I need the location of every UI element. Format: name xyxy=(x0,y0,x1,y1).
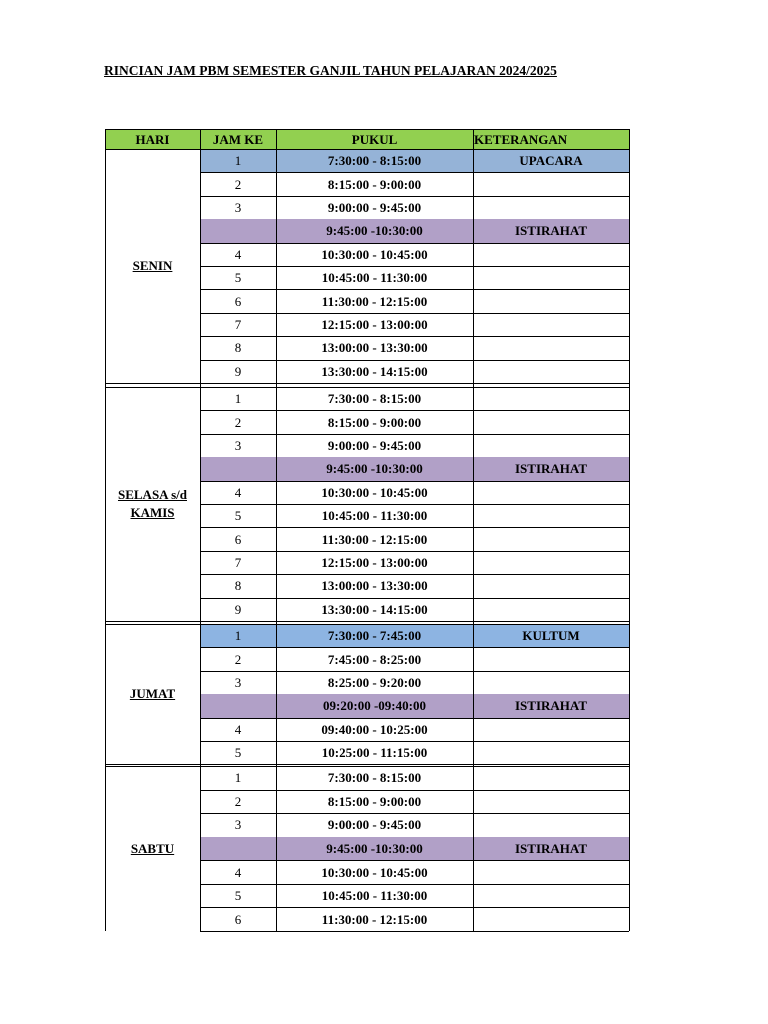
jam-ke-cell: 9 xyxy=(234,363,242,379)
pukul-cell: 11:30:00 - 12:15:00 xyxy=(321,911,428,927)
col-border xyxy=(629,766,630,931)
keterangan-cell xyxy=(473,790,629,814)
keterangan-cell xyxy=(473,647,629,670)
col-border xyxy=(105,766,106,931)
pukul-cell: 7:30:00 - 8:15:00 xyxy=(327,153,422,169)
keterangan-cell: KULTUM xyxy=(522,628,580,644)
jam-ke-cell: 1 xyxy=(234,391,242,407)
row-border xyxy=(200,931,629,932)
header-col-border xyxy=(629,129,630,149)
pukul-cell: 9:00:00 - 9:45:00 xyxy=(327,199,422,215)
pukul-cell: 8:15:00 - 9:00:00 xyxy=(327,176,422,192)
pukul-cell: 10:45:00 - 11:30:00 xyxy=(321,888,428,904)
jam-ke-cell: 4 xyxy=(234,721,242,737)
jam-ke-cell: 6 xyxy=(234,531,242,547)
keterangan-cell xyxy=(473,718,629,741)
jam-ke-cell xyxy=(200,457,276,480)
jam-ke-cell: 1 xyxy=(234,628,242,644)
keterangan-cell xyxy=(473,360,629,383)
header-top-border xyxy=(105,129,629,130)
jam-ke-cell: 3 xyxy=(234,674,242,690)
pukul-cell: 10:30:00 - 10:45:00 xyxy=(321,864,428,880)
day-name-cell xyxy=(105,766,200,931)
day-name-line: KAMIS xyxy=(130,505,175,520)
document-title: RINCIAN JAM PBM SEMESTER GANJIL TAHUN PELAJARAN 2024/2025 xyxy=(104,63,557,78)
jam-ke-cell: 3 xyxy=(234,199,242,215)
jam-ke-cell: 5 xyxy=(234,745,242,761)
keterangan-cell xyxy=(473,289,629,312)
col-border xyxy=(276,149,277,383)
jam-ke-cell: 1 xyxy=(234,153,242,169)
jam-ke-cell: 8 xyxy=(234,340,242,356)
col-border xyxy=(473,149,474,383)
header-keterangan: KETERANGAN xyxy=(474,131,568,147)
pukul-cell: 10:30:00 - 10:45:00 xyxy=(321,246,428,262)
jam-ke-cell: 8 xyxy=(234,578,242,594)
keterangan-cell xyxy=(473,336,629,359)
jam-ke-cell: 6 xyxy=(234,293,242,309)
keterangan-cell xyxy=(473,172,629,195)
col-border xyxy=(200,624,201,764)
pukul-cell: 09:20:00 -09:40:00 xyxy=(323,698,426,714)
keterangan-cell xyxy=(473,884,629,908)
keterangan-cell xyxy=(473,860,629,884)
header-col-border xyxy=(276,129,277,149)
col-border xyxy=(473,387,474,621)
section-top-border xyxy=(200,766,629,767)
jam-ke-cell: 3 xyxy=(234,437,242,453)
pukul-cell: 9:45:00 -10:30:00 xyxy=(326,223,423,239)
keterangan-cell xyxy=(473,813,629,837)
keterangan-cell xyxy=(473,741,629,764)
pukul-cell: 7:30:00 - 7:45:00 xyxy=(327,628,422,644)
pukul-cell: 12:15:00 - 13:00:00 xyxy=(321,554,428,570)
pukul-cell: 7:45:00 - 8:25:00 xyxy=(327,651,422,667)
keterangan-cell xyxy=(473,196,629,219)
jam-ke-cell: 6 xyxy=(234,911,242,927)
col-border xyxy=(200,149,201,383)
keterangan-cell xyxy=(473,266,629,289)
col-border xyxy=(473,624,474,764)
keterangan-cell xyxy=(473,574,629,597)
keterangan-cell xyxy=(473,551,629,574)
pukul-cell: 9:00:00 - 9:45:00 xyxy=(327,817,422,833)
pukul-cell: 8:15:00 - 9:00:00 xyxy=(327,793,422,809)
day-name-line: SABTU xyxy=(130,840,175,856)
keterangan-cell xyxy=(473,243,629,266)
jam-ke-cell: 4 xyxy=(234,246,242,262)
jam-ke-cell xyxy=(200,837,276,861)
day-name-line: SELASA s/d xyxy=(117,487,187,503)
jam-ke-cell xyxy=(200,694,276,717)
pukul-cell: 11:30:00 - 12:15:00 xyxy=(321,531,428,547)
keterangan-cell xyxy=(473,387,629,410)
pukul-cell: 12:15:00 - 13:00:00 xyxy=(321,316,428,332)
jam-ke-cell: 7 xyxy=(234,554,242,570)
col-border xyxy=(276,766,277,931)
pukul-cell: 10:25:00 - 11:15:00 xyxy=(321,745,428,761)
jam-ke-cell xyxy=(200,219,276,242)
pukul-cell: 09:40:00 - 10:25:00 xyxy=(321,721,428,737)
jam-ke-cell: 9 xyxy=(234,601,242,617)
keterangan-cell xyxy=(473,907,629,931)
pukul-cell: 13:00:00 - 13:30:00 xyxy=(321,578,428,594)
jam-ke-cell: 4 xyxy=(234,864,242,880)
pukul-cell: 10:45:00 - 11:30:00 xyxy=(321,508,428,524)
day-name-cell xyxy=(105,624,200,764)
keterangan-cell: ISTIRAHAT xyxy=(514,698,587,714)
section-top-border xyxy=(200,149,629,150)
pukul-cell: 13:30:00 - 14:15:00 xyxy=(321,363,428,379)
jam-ke-cell: 5 xyxy=(234,888,242,904)
header-col-border xyxy=(473,129,474,149)
pukul-cell: 8:15:00 - 9:00:00 xyxy=(327,414,422,430)
col-border xyxy=(629,387,630,621)
keterangan-cell: ISTIRAHAT xyxy=(514,223,587,239)
col-border xyxy=(629,149,630,383)
keterangan-cell xyxy=(473,598,629,621)
day-name-cell xyxy=(105,149,200,383)
day-name-line: SENIN xyxy=(132,258,173,274)
pukul-cell: 9:00:00 - 9:45:00 xyxy=(327,437,422,453)
jam-ke-cell: 2 xyxy=(234,176,242,192)
pukul-cell: 13:00:00 - 13:30:00 xyxy=(321,340,428,356)
jam-ke-cell: 3 xyxy=(234,817,242,833)
col-border xyxy=(276,387,277,621)
jam-ke-cell: 2 xyxy=(234,651,242,667)
keterangan-cell: ISTIRAHAT xyxy=(514,461,587,477)
jam-ke-cell: 7 xyxy=(234,316,242,332)
pukul-cell: 10:30:00 - 10:45:00 xyxy=(321,484,428,500)
separator-line xyxy=(105,383,629,384)
col-border xyxy=(276,624,277,764)
keterangan-cell xyxy=(473,671,629,694)
col-border xyxy=(200,387,201,621)
header-pukul: PUKUL xyxy=(351,131,398,147)
keterangan-cell xyxy=(473,527,629,550)
col-border xyxy=(105,387,106,621)
pukul-cell: 13:30:00 - 14:15:00 xyxy=(321,601,428,617)
pukul-cell: 9:45:00 -10:30:00 xyxy=(326,840,423,856)
col-border xyxy=(105,149,106,383)
keterangan-cell: ISTIRAHAT xyxy=(514,840,587,856)
keterangan-cell xyxy=(473,766,629,790)
keterangan-cell: UPACARA xyxy=(519,153,583,169)
pukul-cell: 11:30:00 - 12:15:00 xyxy=(321,293,428,309)
section-top-border xyxy=(200,624,629,625)
col-border xyxy=(105,624,106,764)
col-border xyxy=(629,624,630,764)
keterangan-cell xyxy=(473,504,629,527)
header-col-border xyxy=(200,129,201,149)
header-hari: HARI xyxy=(135,131,170,147)
pukul-cell: 7:30:00 - 8:15:00 xyxy=(327,391,422,407)
day-name-line: JUMAT xyxy=(129,686,176,702)
header-col-border xyxy=(105,129,106,149)
col-border xyxy=(473,766,474,931)
jam-ke-cell: 2 xyxy=(234,793,242,809)
pukul-cell: 9:45:00 -10:30:00 xyxy=(326,461,423,477)
keterangan-cell xyxy=(473,313,629,336)
jam-ke-cell: 5 xyxy=(234,508,242,524)
jam-ke-cell: 4 xyxy=(234,484,242,500)
separator-line xyxy=(105,621,629,622)
col-border xyxy=(200,766,201,931)
jam-ke-cell: 1 xyxy=(234,770,242,786)
jam-ke-cell: 2 xyxy=(234,414,242,430)
jam-ke-cell: 5 xyxy=(234,270,242,286)
keterangan-cell xyxy=(473,481,629,504)
day-name-cell xyxy=(105,387,200,621)
section-top-border xyxy=(200,387,629,388)
pukul-cell: 10:45:00 - 11:30:00 xyxy=(321,270,428,286)
keterangan-cell xyxy=(473,410,629,433)
keterangan-cell xyxy=(473,434,629,457)
pukul-cell: 8:25:00 - 9:20:00 xyxy=(327,674,422,690)
pukul-cell: 7:30:00 - 8:15:00 xyxy=(327,770,422,786)
header-jam-ke: JAM KE xyxy=(212,131,264,147)
